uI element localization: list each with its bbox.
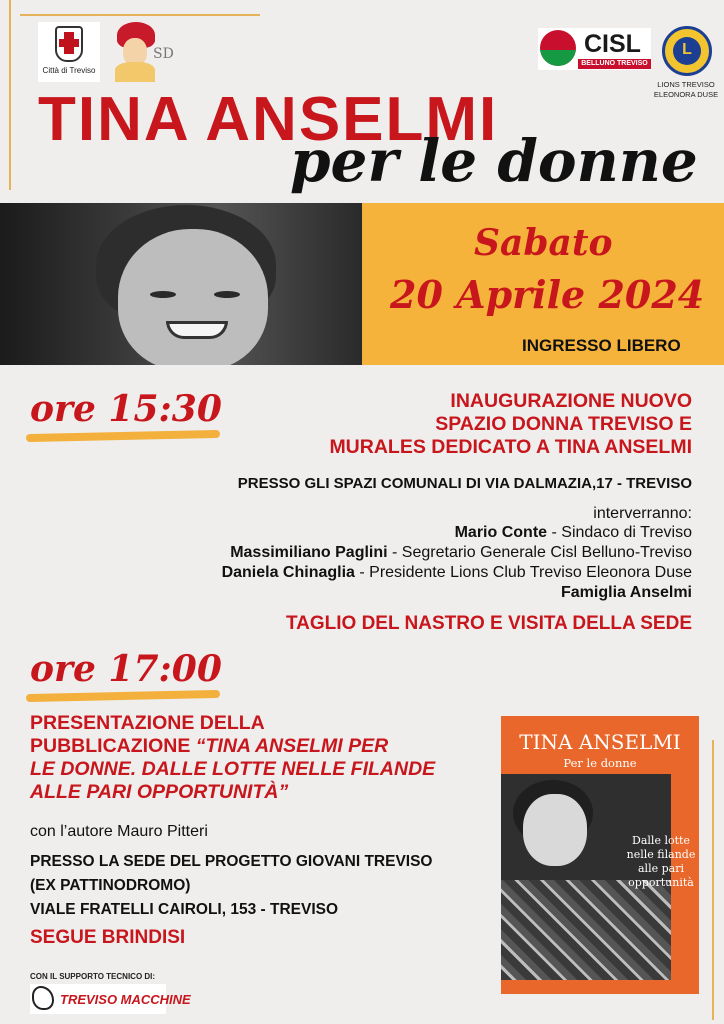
treviso-macchine-logo: [30, 984, 191, 1014]
event1-time: ore 15:30: [30, 388, 222, 430]
cisl-circle-icon: [540, 30, 576, 66]
book-blurb: Dalle lotte nelle filande alle pari opportunità: [626, 834, 696, 889]
page-title: TINA ANSELMI: [38, 85, 499, 154]
event2-closing: SEGUE BRINDISI: [30, 927, 186, 948]
book-footer-strip: [501, 980, 699, 994]
speaker-row: Daniela Chinaglia - Presidente Lions Club Treviso Eleonora Duse: [221, 564, 692, 581]
lions-caption: LIONS TREVISO ELEONORA DUSE: [653, 80, 719, 99]
sponsor-name: TREVISO MACCHINE: [60, 992, 191, 1007]
treviso-crest-icon: [55, 26, 83, 62]
speaker-row: Mario Conte - Sindaco di Treviso: [454, 524, 692, 541]
cisl-logo: [538, 28, 651, 70]
event2-author: con l’autore Mauro Pitteri: [30, 823, 208, 840]
event2-brush-underline: [26, 690, 220, 702]
event2-location: PRESSO LA SEDE DEL PROGETTO GIOVANI TREVISO (EX PATTINODROMO) VIALE FRATELLI CAIROLI, 153 - TREVISO: [30, 853, 433, 918]
frame-line-left: [9, 0, 11, 190]
page-subtitle: per le donne: [290, 127, 698, 195]
event1-location: PRESSO GLI SPAZI COMUNALI DI VIA DALMAZIA,17 - TREVISO: [237, 475, 692, 492]
speakers-intro: interverranno:: [593, 505, 692, 522]
book-title: TINA ANSELMI: [519, 730, 681, 754]
event1-headline: INAUGURAZIONE NUOVO SPAZIO DONNA TREVISO E MURALES DEDICATO A TINA ANSELMI: [329, 390, 692, 458]
event2-time: ore 17:00: [30, 648, 222, 690]
event1-brush-underline: [26, 430, 220, 442]
lions-club-logo: L: [662, 26, 712, 76]
frame-line-right: [712, 740, 714, 1020]
book-cover: [501, 716, 699, 994]
event-date: 20 Aprile 2024: [390, 272, 705, 317]
event2-headline: PRESENTAZIONE DELLA PUBBLICAZIONE “TINA ANSELMI PER LE DONNE. DALLE LOTTE NELLE FILANDE ALLE PARI OPPORTUNITÀ”: [30, 712, 436, 803]
spazio-donna-logo: [113, 22, 174, 82]
treviso-logo-caption: Città di Treviso: [42, 66, 96, 75]
cisl-logo-name: CISL: [584, 30, 641, 58]
cisl-logo-sub: BELLUNO TREVISO: [578, 59, 651, 69]
book-subtitle: Per le donne: [563, 756, 637, 770]
treviso-macchine-icon: [32, 986, 54, 1010]
citta-di-treviso-logo: [38, 22, 100, 82]
event1-closing: TAGLIO DEL NASTRO E VISITA DELLA SEDE: [285, 613, 692, 634]
speaker-row: Massimiliano Paglini - Segretario Generale Cisl Belluno-Treviso: [230, 544, 692, 561]
speaker-row: Famiglia Anselmi: [561, 584, 692, 601]
frame-line-top: [20, 14, 260, 16]
event-day: Sabato: [474, 222, 613, 264]
tina-anselmi-photo: [0, 203, 362, 365]
support-label: CON IL SUPPORTO TECNICO DI:: [30, 972, 156, 981]
free-entry-label: INGRESSO LIBERO: [522, 336, 681, 355]
sd-monogram-icon: SD: [153, 46, 174, 62]
